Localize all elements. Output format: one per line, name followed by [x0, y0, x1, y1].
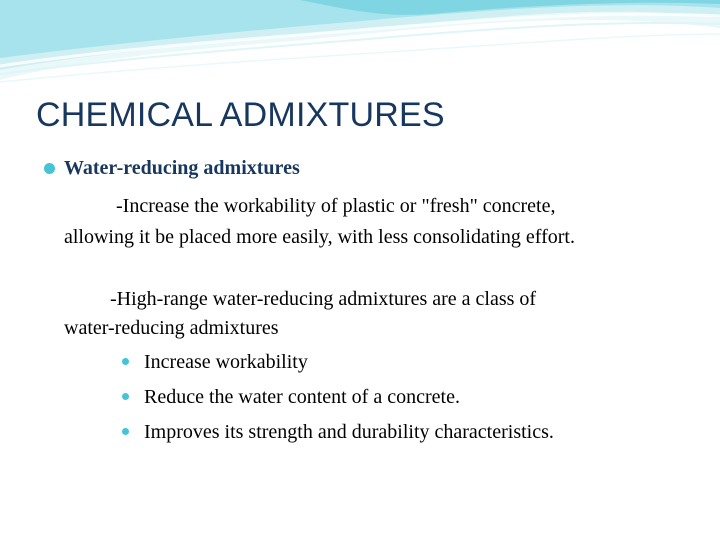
paragraph-2-line-1: -High-range water-reducing admixtures are a class of [110, 288, 537, 310]
decorative-wave-banner [0, 0, 720, 90]
sub-item-3: Improves its strength and durability characteristics. [144, 421, 554, 443]
paragraph-2-line-2: water-reducing admixtures [64, 317, 279, 339]
bullet-heading: Water-reducing admixtures [64, 157, 300, 179]
sub-item-1: Increase workability [144, 351, 308, 373]
sub-item-2: Reduce the water content of a concrete. [144, 386, 460, 408]
sub-bullet-dot-icon [122, 393, 129, 400]
slide-title: CHEMICAL ADMIXTURES [36, 96, 445, 134]
paragraph-1-line-1: -Increase the workability of plastic or "fresh" concrete, [116, 195, 556, 217]
sub-bullet-dot-icon [122, 358, 129, 365]
bullet-dot-icon [44, 163, 55, 174]
sub-bullet-dot-icon [122, 428, 129, 435]
paragraph-1-line-2: allowing it be placed more easily, with less consolidating effort. [64, 226, 575, 248]
